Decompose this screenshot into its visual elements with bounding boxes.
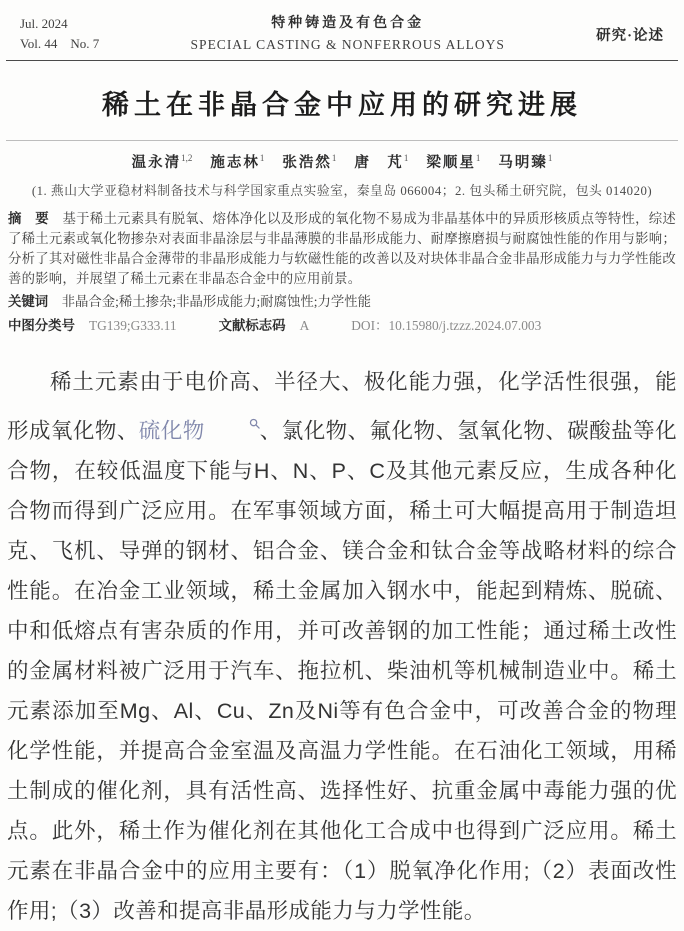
doi [351,316,541,336]
doi-value: 10.15980/j.tzzz.2024.07.003 [388,318,542,333]
author [354,155,408,171]
title-divider [6,140,678,141]
body-text-segment: 、氯化物、氟化物、氢氧化物、碳酸盐等化合物，在较低温度下能与H、N、P、C及其他元素反应，生成各种化合物而得到广泛应用。在军事领域方面，稀土可大幅提高用于制造坦克、飞机、导弹的钢材、铝合金、镁合金和钛合金等战略材料的综合性能。在冶金工业领域，稀土金属加入钢水中，能起到精炼、脱硫、中和低熔点有害杂质的作用，并可改善钢的加工性能；通过稀土改性的金属材料被广泛用于汽车、拖拉机、柴油机等机械制造业中。稀土元素添加至Mg、Al、Cu、Zn及Ni等有色合金中，可改善合金的物理化学性能，并提高合金室温及高温力学性能。在石油化工领域，用稀土制成的催化剂，具有活性高、选择性好、抗重金属中毒能力强的优点。此外，稀土作为催化剂在其他化工合成中也得到广泛应用。稀土元素在非晶合金中的应用主要有：（1）脱氧净化作用;（2）表面改性作用;（3）改善和提高非晶形成能力与力学性能。 [7,419,678,923]
author [132,155,193,171]
doc-code-value: A [299,318,310,333]
affiliation: (1. 燕山大学亚稳材料制备技术与科学国家重点实验室，秦皇岛 066004；2. 包头稀土研究院，包头 014020) [31,184,653,198]
author-name: 温永清 [131,155,182,171]
keywords-label: 关键词 [8,294,49,309]
author-affil-sup: 1,2 [181,153,193,164]
abstract-label: 摘 要 [8,211,49,226]
author-affil-sup: 1 [547,153,553,164]
term-text[interactable]: 硫化物 [138,419,205,443]
keywords-text: 非晶合金;稀土掺杂;非晶形成能力;耐腐蚀性;力学性能 [61,294,372,309]
author-name: 梁顺星 [426,155,476,171]
article-body [7,362,677,931]
abstract-block [8,209,676,336]
author-name: 马明臻 [498,155,548,171]
search-icon[interactable] [206,402,260,442]
author-affil-sup: 1 [331,153,337,164]
journal-issue-info [20,14,99,55]
keywords-line [8,292,676,312]
journal-name [99,14,596,55]
clc-label: 中图分类号 [8,318,75,333]
journal-header [6,12,678,55]
author [498,155,552,171]
author-name: 施志林 [210,155,260,171]
journal-name-en: SPECIAL CASTING & NONFERROUS ALLOYS [190,37,505,52]
meta-line [8,316,676,336]
abstract [8,209,676,289]
author [282,155,336,171]
journal-date: Jul. 2024 [20,16,68,31]
author-name: 唐 芃 [354,155,404,171]
author [210,155,264,171]
term-lookup-link[interactable] [139,419,260,443]
body-text-segment: 稀土元素由于电价高、半径大、极化能力强，化学活性很强，能形成氧化物、 [7,370,677,443]
article-title: 稀土在非晶合金中应用的研究进展 [102,90,582,120]
journal-volume: Vol. 44 No. 7 [20,36,100,51]
body-paragraph [7,362,677,931]
journal-name-cn: 特种铸造及有色合金 [271,16,425,31]
abstract-text: 基于稀土元素具有脱氧、熔体净化以及形成的氧化物不易成为非晶基体中的异质形核质点等特性，综述了稀土元素或氧化物掺杂对表面非晶涂层与非晶薄膜的非晶形成能力、耐摩擦磨损与耐腐蚀性能的作用与影响；分析了其对磁性非晶合金薄带的非晶形成能力与软磁性能的改善以及对块体非晶合金非晶形成能力与力学性能改善的影响，并展望了稀土元素在非晶态合金中的应用前景。 [8,211,676,286]
author [426,155,480,171]
author-affil-sup: 1 [403,153,409,164]
journal-column-label: 研究·论述 [596,28,664,44]
doc-code-label: 文献标志码 [218,318,286,333]
header-divider [6,60,678,61]
author-affil-sup: 1 [475,153,481,164]
author-list [6,151,678,172]
author-affil-sup: 1 [259,153,265,164]
doi-label: DOI： [351,318,389,333]
author-name: 张浩然 [282,155,332,171]
clc-value: TG139;G333.11 [88,318,177,333]
